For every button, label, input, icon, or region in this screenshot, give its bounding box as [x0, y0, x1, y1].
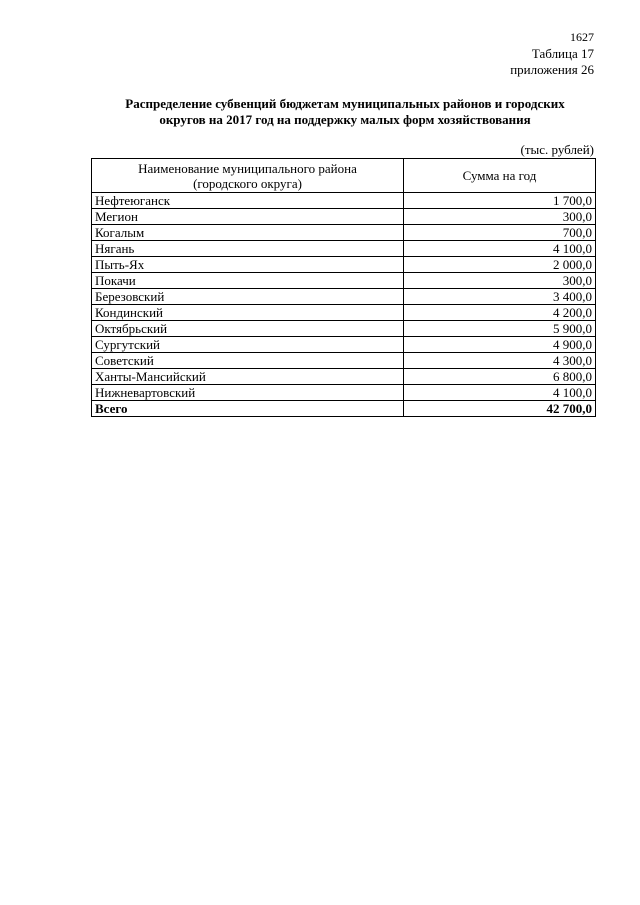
row-sum: 4 300,0 — [404, 353, 596, 369]
row-name: Мегион — [92, 209, 404, 225]
row-sum: 3 400,0 — [404, 289, 596, 305]
row-name: Ханты-Мансийский — [92, 369, 404, 385]
table-reference — [510, 46, 594, 78]
row-sum: 2 000,0 — [404, 257, 596, 273]
table-body — [92, 193, 596, 417]
table-row — [92, 321, 596, 337]
row-name: Нягань — [92, 241, 404, 257]
table-reference-line2: приложения 26 — [510, 62, 594, 77]
row-name: Нижневартовский — [92, 385, 404, 401]
row-sum: 700,0 — [404, 225, 596, 241]
table-row — [92, 385, 596, 401]
row-name: Покачи — [92, 273, 404, 289]
table-total-row — [92, 401, 596, 417]
row-sum: 300,0 — [404, 273, 596, 289]
document-title-line1: Распределение субвенций бюджетам муниципальных районов и городских — [125, 96, 565, 111]
row-sum: 5 900,0 — [404, 321, 596, 337]
table-row — [92, 305, 596, 321]
table-row — [92, 225, 596, 241]
total-sum: 42 700,0 — [404, 401, 596, 417]
row-sum: 4 200,0 — [404, 305, 596, 321]
row-sum: 300,0 — [404, 209, 596, 225]
table-row — [92, 257, 596, 273]
row-name: Нефтеюганск — [92, 193, 404, 209]
row-sum: 6 800,0 — [404, 369, 596, 385]
row-sum: 1 700,0 — [404, 193, 596, 209]
row-name: Березовский — [92, 289, 404, 305]
row-sum: 4 100,0 — [404, 241, 596, 257]
subsidy-table — [91, 158, 596, 417]
table-row — [92, 337, 596, 353]
document-title — [80, 96, 610, 128]
row-name: Октябрьский — [92, 321, 404, 337]
row-name: Пыть-Ях — [92, 257, 404, 273]
document-title-line2: округов на 2017 год на поддержку малых форм хозяйствования — [159, 112, 531, 127]
units-label: (тыс. рублей) — [520, 142, 594, 157]
table-header-row — [92, 159, 596, 193]
total-name: Всего — [92, 401, 404, 417]
table-row — [92, 241, 596, 257]
header-name — [92, 159, 404, 193]
header-name-line2: (городского округа) — [193, 175, 302, 191]
page-number: 1627 — [570, 30, 594, 44]
row-name: Кондинский — [92, 305, 404, 321]
header-name-line1: Наименование муниципального района — [138, 160, 357, 176]
row-sum: 4 900,0 — [404, 337, 596, 353]
row-name: Сургутский — [92, 337, 404, 353]
table-row — [92, 209, 596, 225]
table-reference-line1: Таблица 17 — [531, 46, 594, 61]
table-row — [92, 369, 596, 385]
row-name: Когалым — [92, 225, 404, 241]
table-row — [92, 273, 596, 289]
table-row — [92, 193, 596, 209]
table-row — [92, 353, 596, 369]
header-sum: Сумма на год — [404, 159, 596, 193]
table-row — [92, 289, 596, 305]
row-sum: 4 100,0 — [404, 385, 596, 401]
row-name: Советский — [92, 353, 404, 369]
